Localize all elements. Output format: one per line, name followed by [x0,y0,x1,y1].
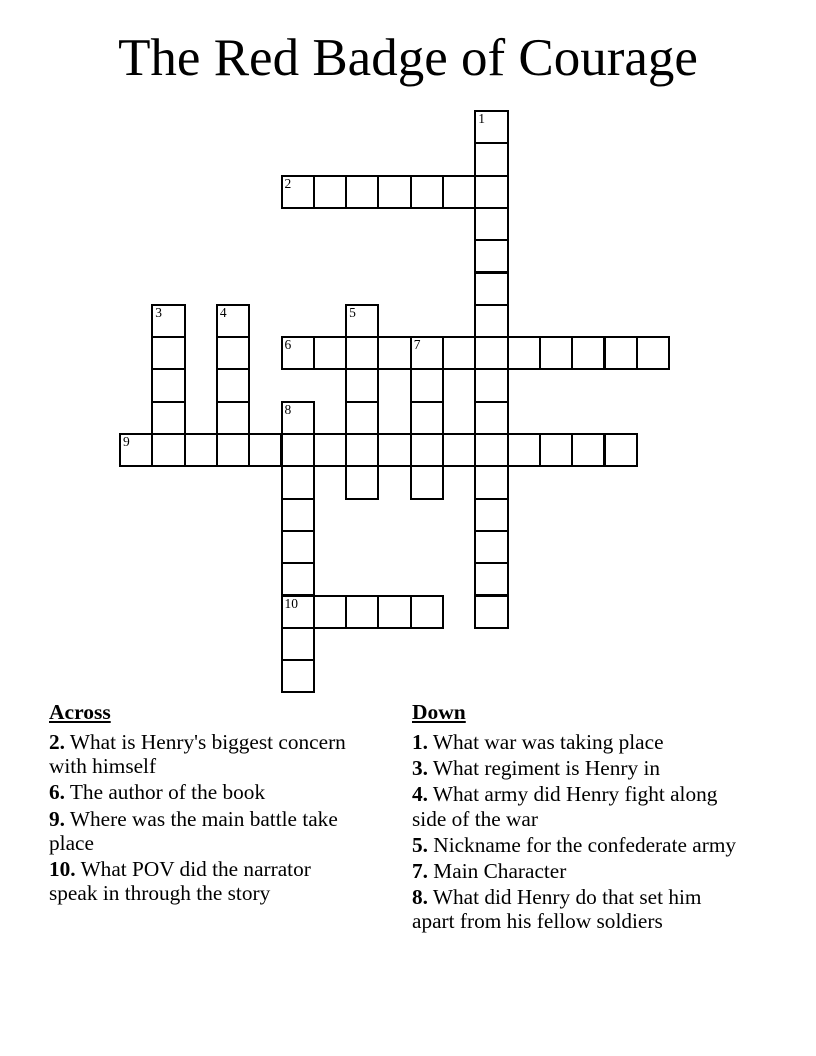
grid-cell [345,336,379,370]
grid-cell [281,336,315,370]
page-title: The Red Badge of Courage [118,29,698,87]
cell-number: 2 [284,175,292,191]
grid-cell [281,433,315,467]
cell-number: 7 [413,337,421,353]
cell-number: 3 [155,304,163,320]
cell-number: 9 [123,434,130,449]
grid-cell [151,304,185,338]
grid-cell [216,401,250,435]
clue-number: 10. [49,857,76,882]
grid-cell [313,175,347,209]
grid-cell [345,433,379,467]
grid-cell [442,336,476,370]
grid-cell [410,465,444,499]
clue-down-4: 4. What army did Henry fight along side of the war [412,782,718,831]
grid-cell [410,433,444,467]
grid-cell [281,627,315,661]
across-header: Across [49,700,111,724]
down-header: Down [412,700,466,724]
cell-number: 4 [219,304,227,320]
cell-number: 5 [349,304,356,320]
cell-number: 6 [284,337,292,353]
grid-cell [571,433,605,467]
clue-number: 3. [412,756,428,781]
grid-cell [636,336,670,370]
grid-cell [442,433,476,467]
grid-cell [345,304,379,338]
grid-cell [281,530,315,564]
grid-cell [151,433,185,467]
grid-cell [410,595,444,629]
grid-cell [474,401,508,435]
grid-cell [345,175,379,209]
grid-cell [474,465,508,499]
grid-cell [539,433,573,467]
grid-cell [345,595,379,629]
grid-cell [474,272,508,306]
clue-down-7: 7. Main Character [412,859,567,884]
grid-cell [345,368,379,402]
grid-cell [474,562,508,596]
across-clue-list [49,730,357,905]
grid-cell [345,465,379,499]
grid-cell [151,336,185,370]
grid-cell [410,401,444,435]
grid-cell [507,336,541,370]
grid-cell [474,142,508,176]
grid-cell [313,595,347,629]
grid-cell [474,304,508,338]
down-clues-section [412,700,742,936]
clue-number: 1. [412,730,428,754]
grid-cell [216,336,250,370]
grid-cell [442,175,476,209]
grid-cell [474,110,508,144]
grid-cell [281,175,315,209]
clue-number: 5. [412,832,428,857]
grid-cell [281,498,315,532]
grid-cell [604,336,638,370]
grid-cell [281,659,315,693]
cell-number: 10 [284,595,298,611]
clue-down-8: 8. What did Henry do that set him apart from his fellow soldiers [412,885,702,934]
clue-across-9: 9. Where was the main battle take place [49,806,338,855]
grid-cell [313,433,347,467]
cell-number: 8 [284,401,292,417]
grid-cell [474,336,508,370]
grid-cell [474,368,508,402]
grid-cell [377,433,411,467]
grid-cell [474,498,508,532]
grid-cell [313,336,347,370]
clue-number: 6. [49,780,65,805]
clue-down-1: 1. What war was taking place [412,730,664,754]
grid-cell [474,175,508,209]
grid-cell [377,336,411,370]
grid-cell [604,433,638,467]
clue-number: 9. [49,806,65,831]
grid-cell [410,175,444,209]
grid-cell [216,433,250,467]
clue-down-3: 3. What regiment is Henry in [412,756,661,781]
grid-cell [216,304,250,338]
crossword-grid [119,110,671,694]
grid-cell [281,465,315,499]
grid-cell [410,336,444,370]
grid-cell [377,175,411,209]
grid-cell [151,401,185,435]
clue-number: 2. [49,730,65,754]
clue-number: 8. [412,885,428,910]
cell-number: 1 [478,111,486,126]
grid-cell [248,433,282,467]
grid-cell [119,433,153,467]
grid-cell [345,401,379,435]
clue-across-6: 6. The author of the book [49,780,266,805]
grid-cell [410,368,444,402]
clue-across-2: 2. What is Henry's biggest concern with himself [49,730,346,779]
grid-cell [281,595,315,629]
grid-cell [216,368,250,402]
clue-number: 7. [412,859,428,884]
grid-cell [151,368,185,402]
grid-cell [184,433,218,467]
grid-cell [474,530,508,564]
clue-across-10: 10. What POV did the narrator speak in through the story [49,857,311,906]
grid-cell [474,595,508,629]
grid-cell [474,433,508,467]
grid-cell [507,433,541,467]
grid-cell [281,401,315,435]
grid-cell [377,595,411,629]
grid-cell [281,562,315,596]
grid-cell [474,207,508,241]
down-clue-list [412,730,742,934]
across-clues-section [49,700,357,907]
grid-cell [571,336,605,370]
grid-cell [539,336,573,370]
clue-down-5: 5. Nickname for the confederate army [412,832,737,857]
grid-cell [474,239,508,273]
clue-number: 4. [412,782,428,807]
